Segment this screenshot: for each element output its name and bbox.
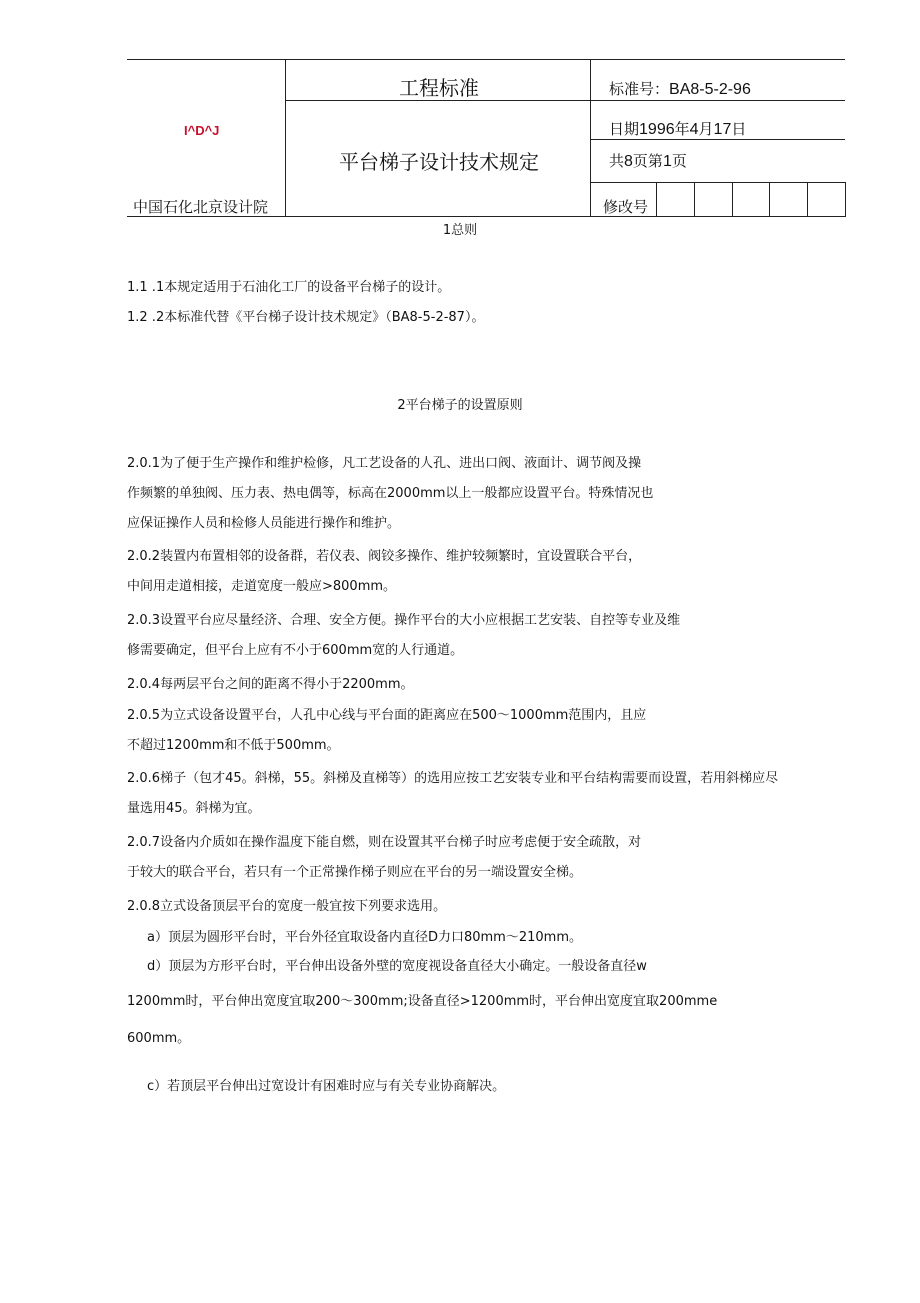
date-month: 4 [689, 121, 699, 138]
date-month-unit: 月 [698, 120, 714, 138]
document-title: 平台梯子设计技术规定 [339, 150, 539, 174]
paragraph-2-0-2-line-1: 2.0.2装置内布置相邻的设备群，若仪表、阀铰多操作、维护较频繁时，宜设置联合平台， [127, 549, 642, 564]
paragraph-2-0-8-item-d-line-1: d）顶层为方形平台时，平台伸出设备外壁的宽度视设备直径大小确定。一般设备直径w [147, 959, 647, 974]
paragraph-2-0-7-line-1: 2.0.7设备内介质如在操作温度下能自燃，则在设置其平台梯子时应考虑便于安全疏散，对 [127, 835, 642, 850]
date-day: 17 [713, 121, 732, 138]
date-label: 日期 [609, 120, 640, 138]
paragraph-2-0-6-line-2: 量选用45。斜梯为宜。 [127, 801, 261, 816]
standard-title: 工程标准 [399, 76, 479, 100]
paragraph-2-0-1-line-2: 作频繁的单独阀、压力表、热电偶等，标高在2000mm以上一般都应设置平台。特殊情况也 [127, 486, 654, 501]
revision-cell-divider [694, 182, 695, 217]
header-rule-under-date [590, 139, 845, 140]
date-year-unit: 年 [674, 120, 690, 138]
standard-number-label: 标准号： [609, 80, 670, 98]
page-count [609, 150, 687, 171]
date-year: 1996 [639, 121, 675, 138]
paragraph-2-0-5-line-1: 2.0.5为立式设备设置平台，人孔中心线与平台面的距离应在500〜1000mm范围内，且应 [127, 708, 647, 723]
paragraph-2-0-8-item-c: c）若顶层平台伸出过宽设计有困难时应与有关专业协商解决。 [147, 1079, 506, 1094]
date-day-unit: 日 [731, 120, 747, 138]
header-top-rule [127, 59, 845, 60]
institute-name: 中国石化北京设计院 [133, 198, 269, 216]
pages-mid: 页第 [632, 152, 663, 170]
paragraph-1-2: 1.2 .2本标准代替《平台梯子设计技术规定》（BA8-5-2-87）。 [127, 310, 485, 325]
paragraph-2-0-8-item-a: a）顶层为圆形平台时，平台外径宜取设备内直径D力口80mm〜210mm。 [147, 930, 582, 945]
revision-cell-divider [769, 182, 770, 217]
pages-prefix: 共 [609, 152, 625, 170]
pages-suffix: 页 [671, 152, 687, 170]
paragraph-2-0-3-line-1: 2.0.3设置平台应尽量经济、合理、安全方便。操作平台的大小应根据工艺安装、自控等专业及维 [127, 613, 681, 628]
section-2-title: 2平台梯子的设置原则 [397, 398, 523, 413]
paragraph-2-0-8-item-d-line-2: 1200mm时，平台伸出宽度宜取200〜300mm;设备直径>1200mm时，平台伸出宽度宜取200mme [127, 994, 718, 1009]
revision-cell-divider [656, 182, 657, 217]
header-divider-left [285, 59, 286, 217]
paragraph-2-0-8-item-d-line-3: 600mm。 [127, 1031, 191, 1046]
revision-cell-divider [845, 182, 846, 217]
document-date [609, 118, 746, 139]
pages-current: 1 [662, 153, 672, 170]
standard-number-value: BA8-5-2-96 [669, 81, 751, 98]
revision-label: 修改号 [603, 198, 649, 216]
paragraph-2-0-8: 2.0.8立式设备顶层平台的宽度一般宜按下列要求选用。 [127, 899, 447, 914]
paragraph-2-0-1-line-3: 应保证操作人员和检修人员能进行操作和维护。 [127, 516, 401, 531]
section-1-title: 1总则 [442, 223, 478, 238]
standard-number [609, 78, 751, 99]
revision-cell-divider [807, 182, 808, 217]
paragraph-2-0-6-line-1: 2.0.6梯子（包才45。斜梯，55。斜梯及直梯等）的选用应按工艺安装专业和平台结构需要而设置，若用斜梯应尽 [127, 771, 779, 786]
paragraph-2-0-2-line-2: 中间用走道相接，走道宽度一般应>800mm。 [127, 579, 397, 594]
pages-total: 8 [624, 153, 633, 170]
paragraph-2-0-1-line-1: 2.0.1为了便于生产操作和维护检修，凡工艺设备的人孔、进出口阀、液面计、调节阀及操 [127, 456, 642, 471]
paragraph-2-0-4: 2.0.4每两层平台之间的距离不得小于2200mm。 [127, 677, 414, 692]
paragraph-1-1: 1.1 .1本规定适用于石油化工厂的设备平台梯子的设计。 [127, 280, 451, 295]
paragraph-2-0-5-line-2: 不超过1200mm和不低于500mm。 [127, 738, 340, 753]
institute-logo: I^D^J [184, 123, 220, 138]
header-divider-right [590, 59, 591, 217]
paragraph-2-0-7-line-2: 于较大的联合平台，若只有一个正常操作梯子则应在平台的另一端设置安全梯。 [127, 865, 583, 880]
paragraph-2-0-3-line-2: 修需要确定，但平台上应有不小于600mm宽的人行通道。 [127, 643, 464, 658]
revision-cell-divider [732, 182, 733, 217]
document-header [0, 0, 920, 230]
